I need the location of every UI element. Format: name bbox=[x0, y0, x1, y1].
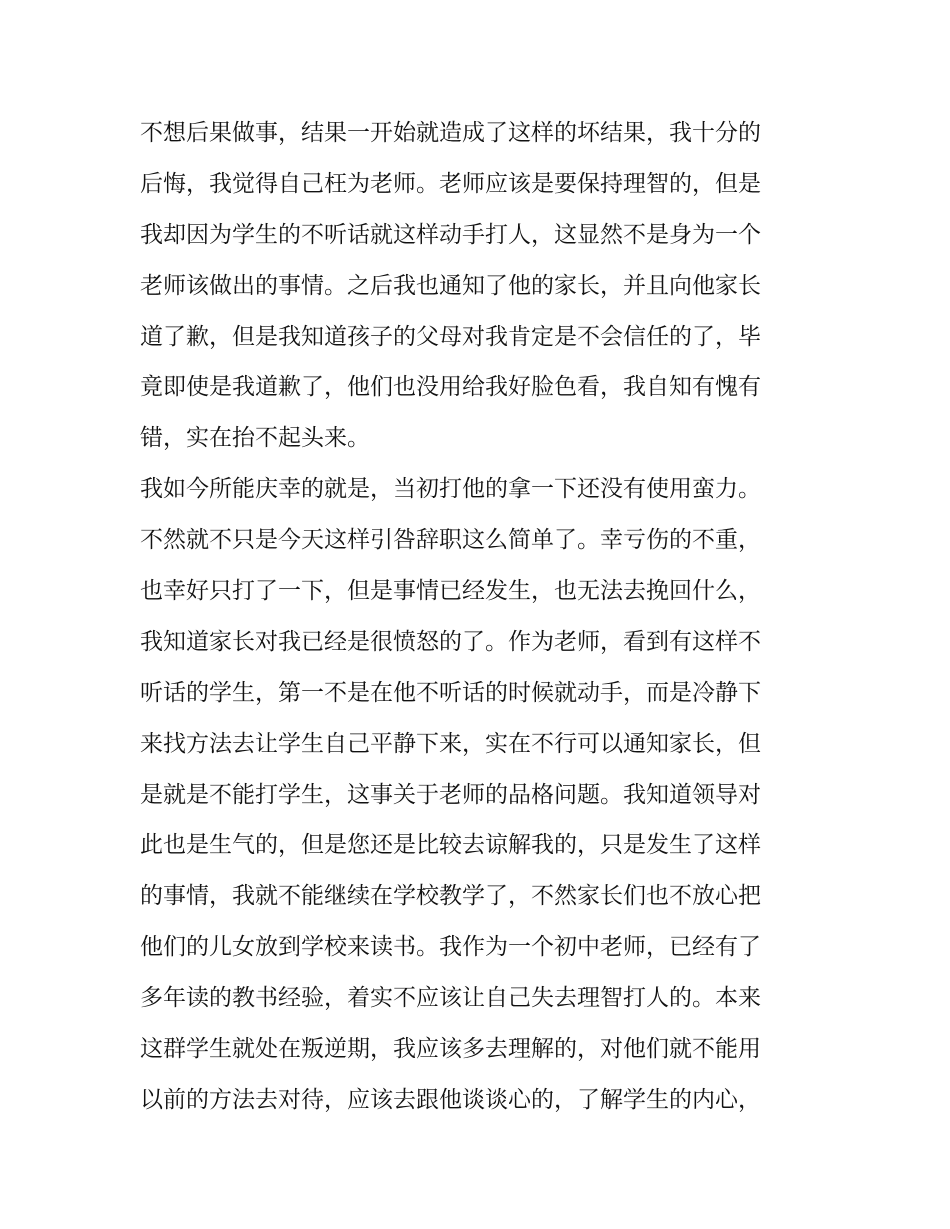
text-line: 我却因为学生的不听话就这样动手打人，这显然不是身为一个 bbox=[140, 221, 761, 248]
text-line: 以前的方法去对待，应该去跟他谈谈心的，了解学生的内心， bbox=[140, 1086, 761, 1113]
text-line: 这群学生就处在叛逆期，我应该多去理解的，对他们就不能用 bbox=[140, 1036, 761, 1063]
text-line: 此也是生气的，但是您还是比较去谅解我的，只是发生了这样 bbox=[140, 832, 761, 859]
text-line: 的事情，我就不能继续在学校教学了，不然家长们也不放心把 bbox=[140, 883, 761, 910]
text-line: 我如今所能庆幸的就是，当初打他的拿一下还没有使用蛮力。 bbox=[140, 476, 761, 503]
text-line: 竟即使是我道歉了，他们也没用给我好脸色看，我自知有愧有 bbox=[140, 374, 761, 401]
text-line: 听话的学生，第一不是在他不听话的时候就动手，而是冷静下 bbox=[140, 679, 761, 706]
body-text bbox=[140, 108, 820, 1126]
text-line: 我知道家长对我已经是很愤怒的了。作为老师，看到有这样不 bbox=[140, 628, 761, 655]
text-line: 不然就不只是今天这样引咎辞职这么简单了。幸亏伤的不重， bbox=[140, 527, 761, 554]
text-line: 道了歉，但是我知道孩子的父母对我肯定是不会信任的了，毕 bbox=[140, 323, 761, 350]
text-line: 错，实在抬不起头来。 bbox=[140, 425, 370, 452]
text-line: 后悔，我觉得自己枉为老师。老师应该是要保持理智的，但是 bbox=[140, 170, 761, 197]
text-line: 不想后果做事，结果一开始就造成了这样的坏结果，我十分的 bbox=[140, 120, 761, 146]
text-line: 多年读的教书经验，着实不应该让自己失去理智打人的。本来 bbox=[140, 985, 761, 1012]
text-line: 老师该做出的事情。之后我也通知了他的家长，并且向他家长 bbox=[140, 272, 761, 299]
text-line: 他们的儿女放到学校来读书。我作为一个初中老师，已经有了 bbox=[140, 934, 761, 961]
text-line: 来找方法去让学生自己平静下来，实在不行可以通知家长，但 bbox=[140, 730, 761, 757]
text-line: 也幸好只打了一下，但是事情已经发生，也无法去挽回什么， bbox=[140, 578, 761, 605]
text-line: 是就是不能打学生，这事关于老师的品格问题。我知道领导对 bbox=[140, 781, 761, 808]
